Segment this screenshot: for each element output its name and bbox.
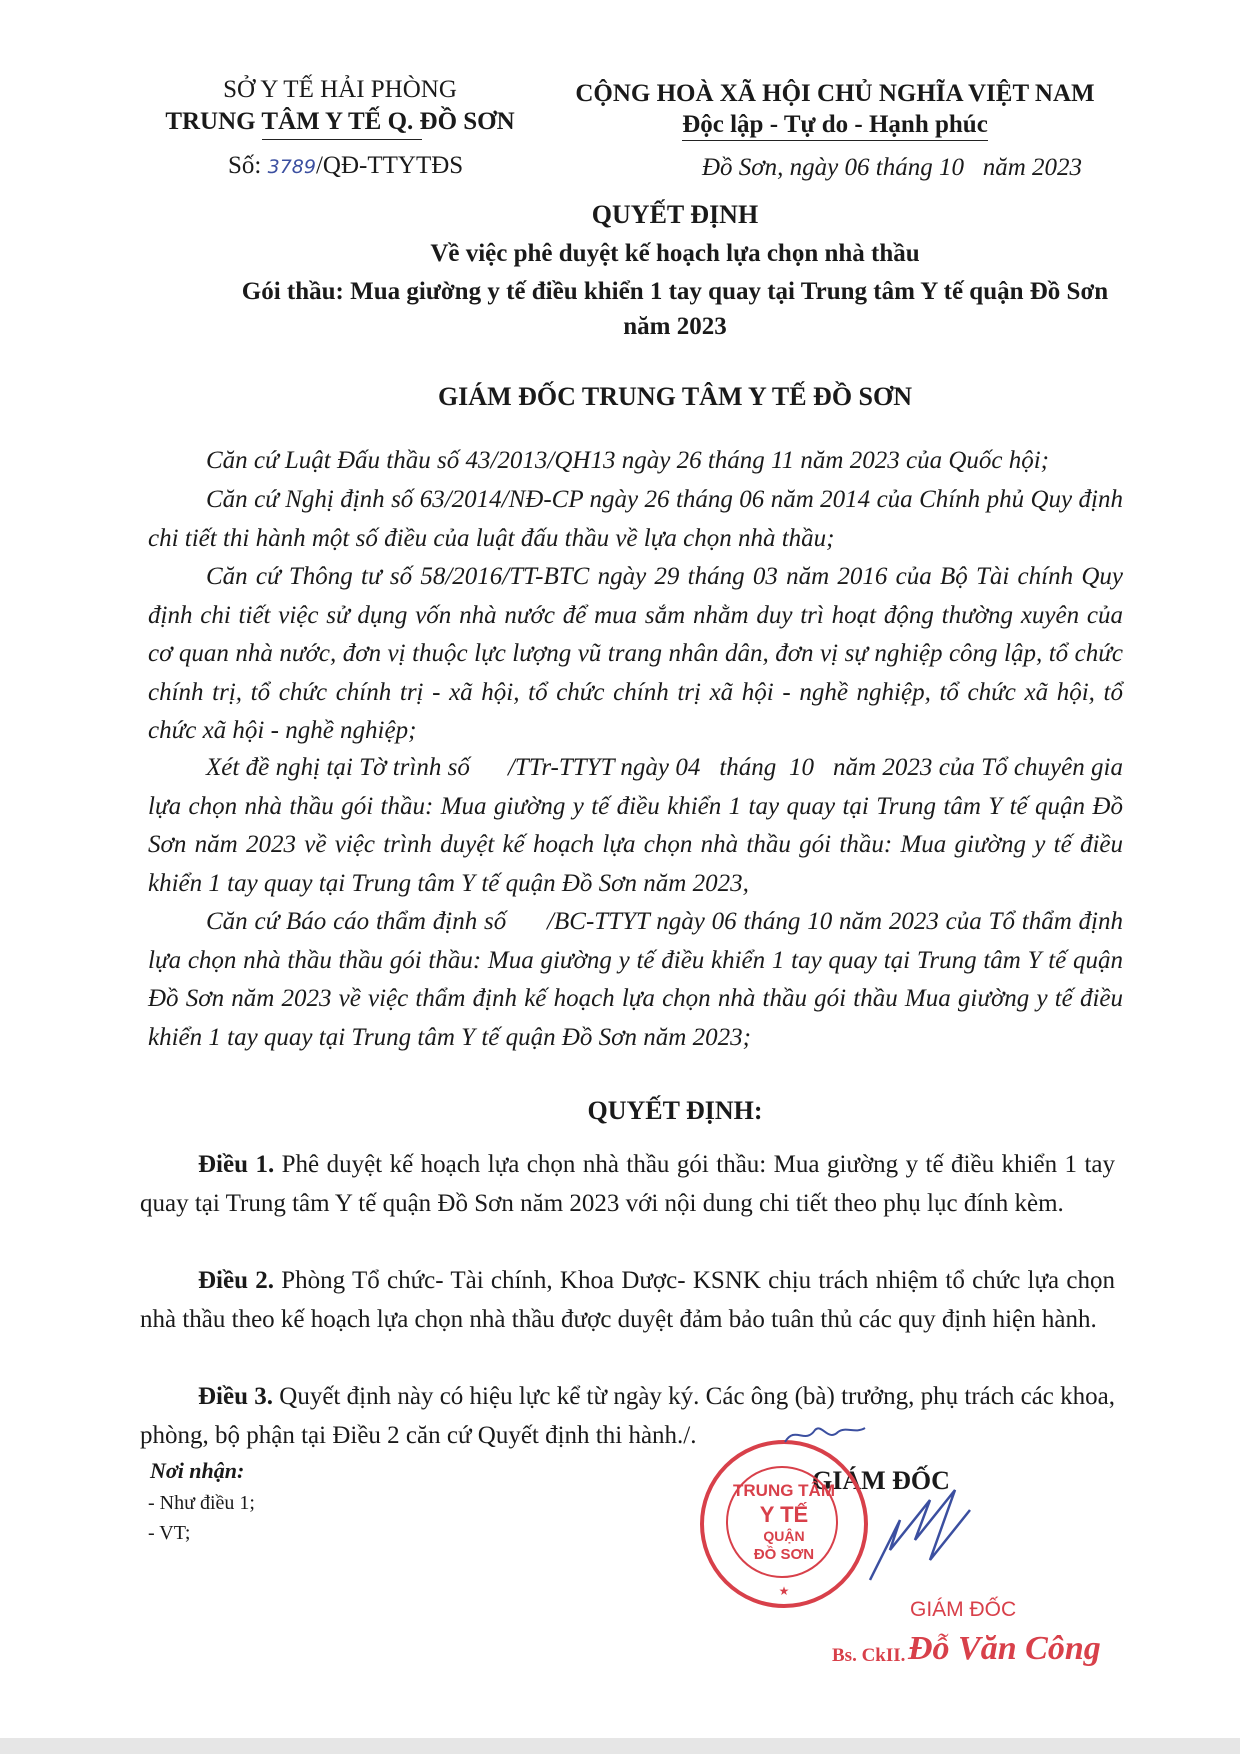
scan-edge [0,1738,1240,1754]
org-name: TRUNG TÂM Y TẾ Q. ĐỒ SƠN [165,108,515,135]
basis-circular: Căn cứ Thông tư số 58/2016/TT-BTC ngày 29 tháng 03 năm 2016 của Bộ Tài chính Quy định chi tiết việc sử dụng vốn nhà nước để mua sắm nhằm duy trì hoạt động thường xuyên của cơ quan nhà nước, đơn vị thuộc lực lượng vũ trang nhân dân, đơn vị sự nghiệp công lập, tổ chức chính trị, tổ chức chính trị - xã hội, tổ chức chính trị xã hội - nghề nghiệp, tổ chức xã hội, tổ chức xã hội - nghề nghiệp; [148,563,1123,744]
recipients-label: Nơi nhận: [150,1458,245,1483]
basis-law: Căn cứ Luật Đấu thầu số 43/2013/QH13 ngày 26 tháng 11 năm 2023 của Quốc hội; [206,447,1049,474]
doc-number-handwritten: 3789 [267,156,316,178]
seal-star-icon: ★ [778,1584,790,1598]
decision-title: QUYẾT ĐỊNH [591,200,759,229]
article-3-text: Quyết định này có hiệu lực kể từ ngày ký. Các ông (bà) trưởng, phụ trách các khoa, phòng, bộ phận tại Điều 2 căn cứ Quyết định thi hành./. [140,1383,1116,1449]
article-3 [140,1378,1115,1455]
basis-proposal: Xét đề nghị tại Tờ trình số /TTr-TTYT ngày 04 tháng 10 năm 2023 của Tổ chuyên gia lựa chọn nhà thầu gói thầu: Mua giường y tế điều khiển 1 tay quay tại Trung tâm Y tế quận Đồ Sơn năm 2023 về việc trình duyệt kế hoạch lựa chọn nhà thầu gói thầu: Mua giường y tế điều khiển 1 tay quay tại Trung tâm Y tế quận Đồ Sơn năm 2023, [148,754,1130,897]
article-1-text: Phê duyệt kế hoạch lựa chọn nhà thầu gói thầu: Mua giường y tế điều khiển 1 tay quay tại Trung tâm Y tế quận Đồ Sơn năm 2023 với nội dung chi tiết theo phụ lục đính kèm. [140,1151,1115,1217]
stamp-title: GIÁM ĐỐC [910,1598,1017,1621]
article-2-text: Phòng Tổ chức- Tài chính, Khoa Dược- KSNK chịu trách nhiệm tổ chức lựa chọn nhà thầu theo kế hoạch lựa chọn nhà thầu được duyệt đảm bảo tuân thủ các quy định hiện hành. [140,1267,1115,1333]
seal-line-2: Y TẾ [759,1502,809,1527]
title-year: năm 2023 [623,313,727,340]
article-1-label: Điều 1. [198,1151,275,1178]
article-1 [140,1146,1115,1223]
article-2-label: Điều 2. [198,1267,274,1294]
recipient-item: - Như điều 1; [148,1492,255,1514]
basis-decree: Căn cứ Nghị định số 63/2014/NĐ-CP ngày 26 tháng 06 năm 2014 của Chính phủ Quy định chi tiết thi hành một số điều của luật đấu thầu về lựa chọn nhà thầu; [148,486,1123,552]
nation-title: CỘNG HOÀ XÃ HỘI CHỦ NGHĨA VIỆT NAM [575,80,1095,107]
doc-number-prefix: Số: [228,152,262,179]
article-3-label: Điều 3. [198,1383,274,1410]
title-package: Gói thầu: Mua giường y tế điều khiển 1 tay quay tại Trung tâm Y tế quận Đồ Sơn [241,278,1109,305]
seal-line-4: ĐỒ SƠN [753,1546,815,1563]
official-seal [700,1440,868,1608]
org-underline [262,139,422,140]
initial-scribble [780,1420,870,1450]
doc-number [228,152,463,180]
decision-heading: QUYẾT ĐỊNH: [587,1096,763,1125]
signature-title: GIÁM ĐỐC [812,1466,950,1495]
signer-prefix: Bs. CkII. [832,1645,906,1666]
title-subject: Về việc phê duyệt kế hoạch lựa chọn nhà thầu [430,240,920,267]
recipient-item: - VT; [148,1522,191,1544]
seal-line-1: TRUNG TÂM [733,1481,835,1500]
doc-number-suffix: /QĐ-TTYTĐS [315,152,464,179]
agency-name: SỞ Y TẾ HẢI PHÒNG [223,76,457,103]
motto [640,111,1030,139]
article-2 [140,1262,1115,1339]
place-date: Đồ Sơn, ngày 06 tháng 10 năm 2023 [702,154,1082,181]
motto-text: Độc lập - Tự do - Hạnh phúc [682,111,988,141]
seal-line-3: QUẬN [763,1528,805,1544]
signature-scribble [860,1480,980,1590]
issuing-authority: GIÁM ĐỐC TRUNG TÂM Y TẾ ĐỒ SƠN [437,382,913,411]
basis-appraisal: Căn cứ Báo cáo thẩm định số /BC-TTYT ngày 06 tháng 10 năm 2023 của Tổ thẩm định lựa chọn nhà thầu thầu gói thầu: Mua giường y tế điều khiển 1 tay quay tại Trung tâm Y tế quận Đồ Sơn năm 2023 về việc thẩm định kế hoạch lựa chọn nhà thầu gói thầu Mua giường y tế điều khiển 1 tay quay tại Trung tâm Y tế quận Đồ Sơn năm 2023; [148,908,1130,1051]
signer-name: Đỗ Văn Công [908,1630,1101,1667]
